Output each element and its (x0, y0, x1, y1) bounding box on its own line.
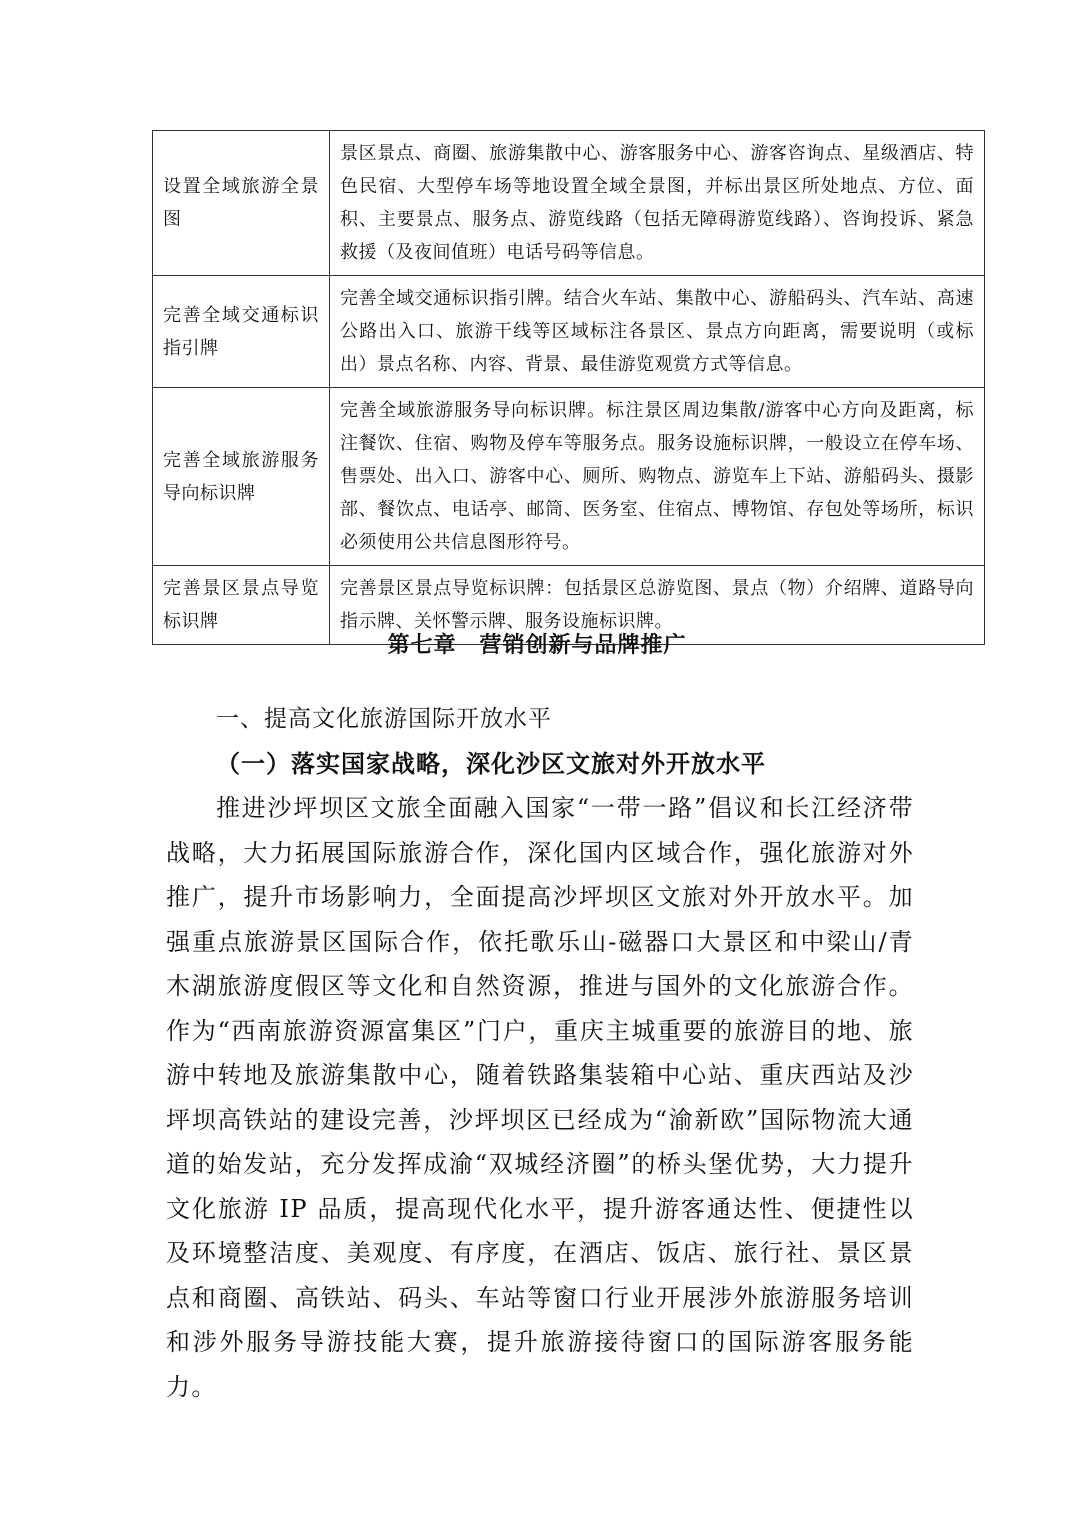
table-row-description: 完善全域旅游服务导向标识牌。标注景区周边集散/游客中心方向及距离，标注餐饮、住宿、购物及停车等服务点。服务设施标识牌，一般设立在停车场、售票处、出入口、游客中心、厕所、购物点、游览车上下站、游船码头、摄影部、餐饮点、电话亭、邮筒、医务室、住宿点、博物馆、存包处等场所，标识必须使用公共信息图形符号。 (330, 388, 985, 566)
table-row (153, 388, 985, 566)
table-row-label: 完善全域交通标识指引牌 (153, 276, 330, 388)
table-row-label: 设置全域旅游全景图 (153, 131, 330, 276)
guide-signage-table (152, 130, 985, 645)
table-row-label: 完善全域旅游服务导向标识牌 (153, 388, 330, 566)
body-paragraph: 推进沙坪坝区文旅全面融入国家“一带一路”倡议和长江经济带战略，大力拓展国际旅游合作，深化国内区域合作，强化旅游对外推广，提升市场影响力，全面提高沙坪坝区文旅对外开放水平。加强重点旅游景区国际合作，依托歌乐山-磁器口大景区和中梁山/青木湖旅游度假区等文化和自然资源，推进与国外的文化旅游合作。作为“西南旅游资源富集区”门户，重庆主城重要的旅游目的地、旅游中转地及旅游集散中心，随着铁路集装箱中心站、重庆西站及沙坪坝高铁站的建设完善，沙坪坝区已经成为“渝新欧”国际物流大通道的始发站，充分发挥成渝“双城经济圈”的桥头堡优势，大力提升文化旅游 IP 品质，提高现代化水平，提升游客通达性、便捷性以及环境整洁度、美观度、有序度，在酒店、饭店、旅行社、景区景点和商圈、高铁站、码头、车站等窗口行业开展涉外旅游服务培训和涉外服务导游技能大赛，提升旅游接待窗口的国际游客服务能力。 (166, 794, 914, 1401)
table-row-description: 景区景点、商圈、旅游集散中心、游客服务中心、游客咨询点、星级酒店、特色民宿、大型停车场等地设置全域全景图，并标出景区所处地点、方位、面积、主要景点、服务点、游览线路（包括无障碍游览线路）、咨询投诉、紧急救援（及夜间值班）电话号码等信息。 (330, 131, 985, 276)
table-row-label: 完善景区景点导览标识牌 (153, 566, 330, 645)
table-row-description: 完善景区景点导览标识牌：包括景区总游览图、景点（物）介绍牌、道路导向指示牌、关怀警示牌、服务设施标识牌。 (330, 566, 985, 645)
table-row (153, 131, 985, 276)
subsection-heading: （一）落实国家战略，深化沙区文旅对外开放水平 (216, 750, 766, 778)
chapter-title: 第七章 营销创新与品牌推广 (387, 633, 687, 658)
section-heading: 一、提高文化旅游国际开放水平 (216, 706, 552, 732)
table-row-description: 完善全域交通标识指引牌。结合火车站、集散中心、游船码头、汽车站、高速公路出入口、旅游干线等区域标注各景区、景点方向距离，需要说明（或标出）景点名称、内容、背景、最佳游览观赏方式等信息。 (330, 276, 985, 388)
table-row (153, 276, 985, 388)
